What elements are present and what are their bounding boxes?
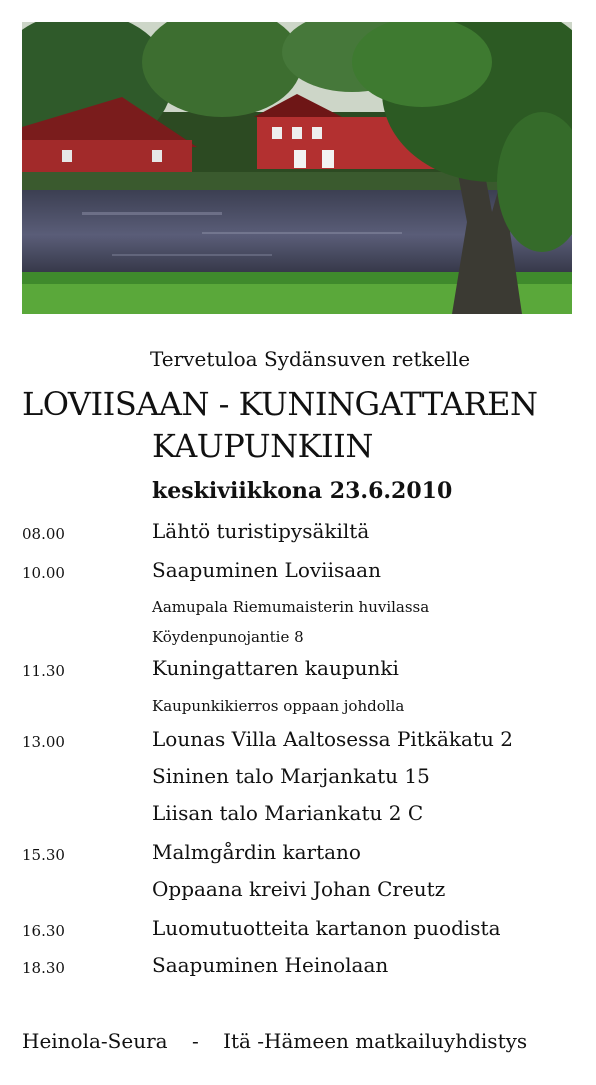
schedule-address: Mariankatu 2 C	[264, 801, 424, 825]
schedule-row	[0, 594, 596, 624]
schedule-item: Malmgårdin kartano	[152, 840, 361, 864]
schedule-item: Luomutuotteita kartanon puodista	[152, 916, 501, 940]
event-date: keskiviikkona 23.6.2010	[152, 478, 453, 504]
footer-separator: -	[191, 1029, 199, 1053]
schedule-address: Pitkäkatu 2	[396, 727, 513, 751]
schedule-time: 08.00	[22, 525, 65, 543]
schedule-row	[0, 916, 596, 946]
schedule-row	[0, 877, 596, 907]
schedule-time: 18.30	[22, 959, 65, 977]
schedule-detail: Kaupunkikierros oppaan johdolla	[152, 697, 405, 715]
schedule-time: 15.30	[22, 846, 65, 864]
schedule-row	[0, 558, 596, 588]
schedule-row	[0, 624, 596, 654]
greeting: Tervetuloa Sydänsuven retkelle	[150, 347, 471, 371]
schedule-row	[0, 727, 596, 757]
schedule-detail: Aamupala Riemumaisterin huvilassa	[152, 598, 430, 616]
schedule-item: Kuningattaren kaupunki	[152, 656, 399, 680]
schedule-time: 16.30	[22, 922, 65, 940]
schedule-row	[0, 801, 596, 831]
schedule-item: Sininen talo	[152, 764, 274, 788]
schedule-detail: Köydenpunojantie 8	[152, 628, 304, 646]
schedule-time: 11.30	[22, 662, 65, 680]
footer-org-heinola-seura: Heinola-Seura	[22, 1029, 168, 1053]
schedule-time: 13.00	[22, 733, 65, 751]
schedule-row	[0, 840, 596, 870]
schedule-item: Lounas Villa Aaltosessa	[152, 727, 391, 751]
footer	[22, 1029, 527, 1053]
title-line-2: KAUPUNKIIN	[152, 427, 373, 465]
schedule-item: Saapuminen Heinolaan	[152, 953, 389, 977]
schedule-row	[0, 656, 596, 686]
schedule-detail: Oppaana kreivi Johan Creutz	[152, 877, 446, 901]
lakeside-photo	[22, 22, 572, 314]
schedule-address: Marjankatu 15	[280, 764, 430, 788]
schedule-time: 10.00	[22, 564, 65, 582]
schedule-row	[0, 693, 596, 723]
schedule-row	[0, 519, 596, 549]
schedule-row	[0, 953, 596, 983]
schedule-item: Saapuminen Loviisaan	[152, 558, 381, 582]
schedule-row	[0, 764, 596, 794]
title-line-1: LOVIISAAN - KUNINGATTAREN	[22, 385, 538, 423]
footer-org-matkailuyhdistys: Itä -Hämeen matkailuyhdistys	[223, 1029, 528, 1053]
header-photo	[22, 22, 572, 314]
schedule-item: Liisan talo	[152, 801, 258, 825]
schedule-item: Lähtö turistipysäkiltä	[152, 519, 370, 543]
